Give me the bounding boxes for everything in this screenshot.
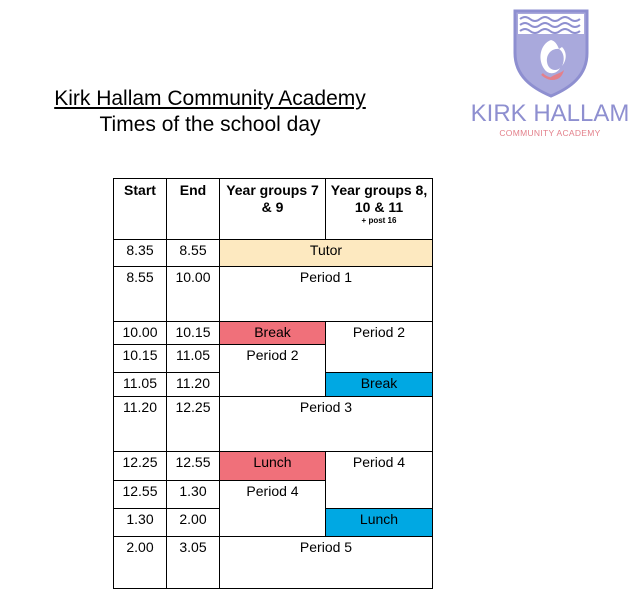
table-row [114, 240, 433, 267]
page-subtitle: Times of the school day [99, 113, 321, 136]
header-group-b [326, 179, 433, 240]
table-row [114, 322, 433, 345]
end-time: 11.20 [167, 373, 220, 397]
logo-subtitle: COMMUNITY ACADEMY [499, 128, 601, 138]
school-logo [470, 8, 630, 138]
break-cell-group-a: Break [220, 322, 326, 345]
header-group-b-label: Year groups 8, 10 & 11 [330, 182, 428, 215]
end-time: 12.55 [167, 452, 220, 481]
period4-cell-group-b: Period 4 [326, 452, 433, 509]
tutor-cell: Tutor [220, 240, 433, 267]
end-time: 11.05 [167, 345, 220, 373]
end-time: 8.55 [167, 240, 220, 267]
period1-cell: Period 1 [220, 267, 433, 322]
header-end: End [167, 179, 220, 240]
break-cell-group-b: Break [326, 373, 433, 397]
table-row [114, 452, 433, 481]
end-time: 10.00 [167, 267, 220, 322]
table-row [114, 397, 433, 452]
header-group-b-note: + post 16 [361, 216, 397, 225]
end-time: 3.05 [167, 537, 220, 589]
start-time: 11.20 [114, 397, 167, 452]
table-header-row [114, 179, 433, 240]
end-time: 12.25 [167, 397, 220, 452]
start-time: 11.05 [114, 373, 167, 397]
school-name: Kirk Hallam Community Academy [54, 87, 366, 110]
period3-cell: Period 3 [220, 397, 433, 452]
period2-cell-group-b: Period 2 [326, 322, 433, 373]
lunch-cell-group-b: Lunch [326, 509, 433, 537]
header-group-a: Year groups 7 & 9 [220, 179, 326, 240]
period4-cell-group-a: Period 4 [220, 481, 326, 537]
start-time: 8.55 [114, 267, 167, 322]
start-time: 2.00 [114, 537, 167, 589]
page-heading [0, 86, 420, 138]
lunch-cell-group-a: Lunch [220, 452, 326, 481]
crest-icon [512, 8, 590, 98]
start-time: 12.55 [114, 481, 167, 509]
period5-cell: Period 5 [220, 537, 433, 589]
start-time: 8.35 [114, 240, 167, 267]
start-time: 10.00 [114, 322, 167, 345]
period2-cell-group-a: Period 2 [220, 345, 326, 397]
table-row [114, 537, 433, 589]
start-time: 10.15 [114, 345, 167, 373]
school-day-timetable [113, 178, 433, 589]
end-time: 1.30 [167, 481, 220, 509]
end-time: 10.15 [167, 322, 220, 345]
start-time: 12.25 [114, 452, 167, 481]
start-time: 1.30 [114, 509, 167, 537]
table-row [114, 267, 433, 322]
end-time: 2.00 [167, 509, 220, 537]
header-start: Start [114, 179, 167, 240]
logo-name: KIRK HALLAM [470, 100, 630, 127]
